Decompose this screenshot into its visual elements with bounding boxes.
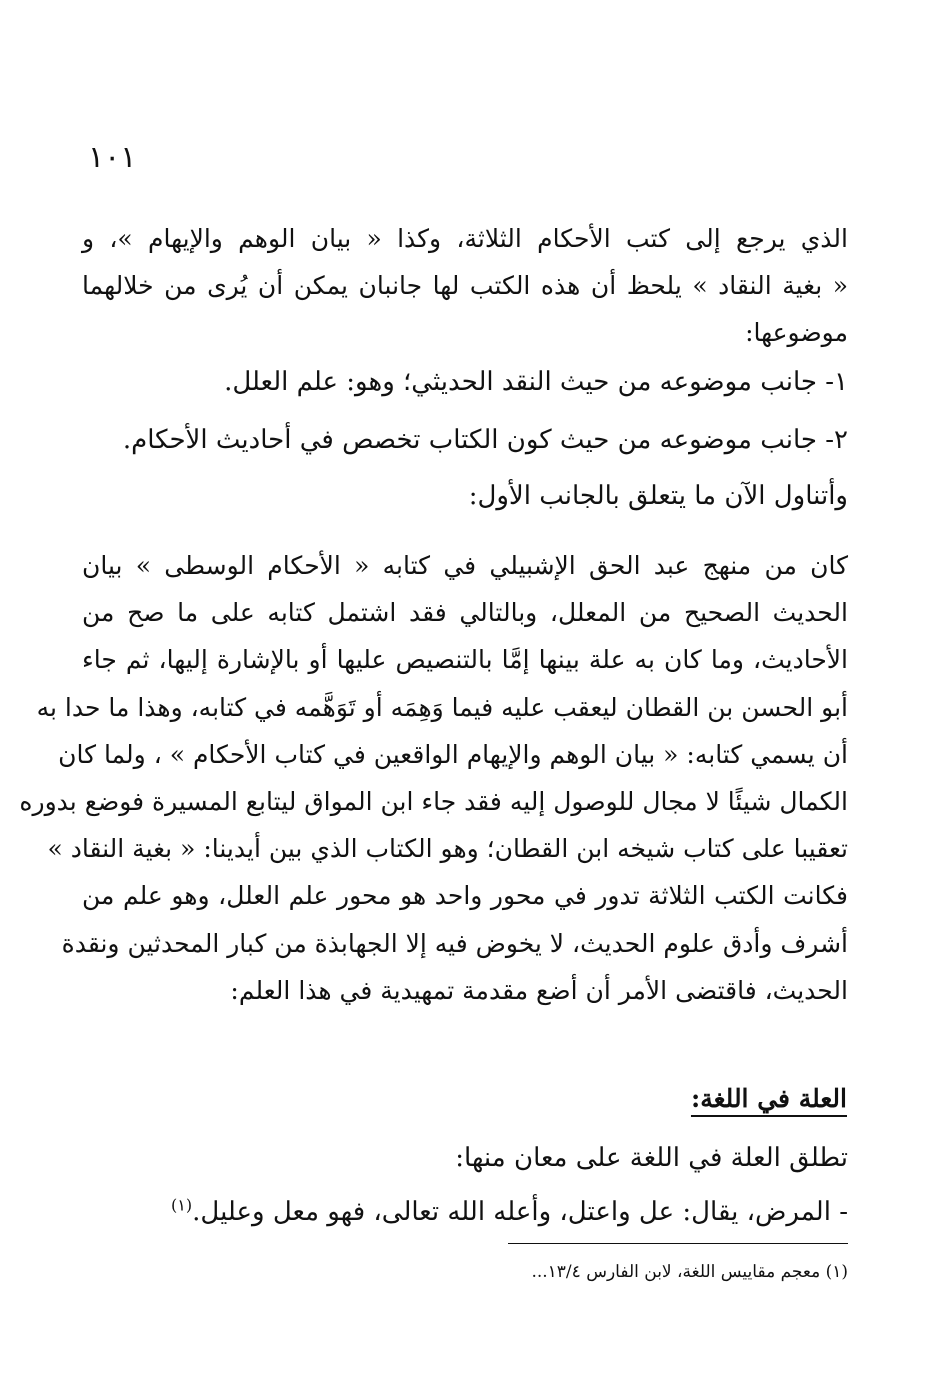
- text-line: الحديث، فاقتضى الأمر أن أضع مقدمة تمهيدية في هذا العلم:: [230, 975, 848, 1005]
- text-line: موضوعها:: [745, 318, 848, 347]
- definition-text: - المرض، يقال: عل واعتل، وأعله الله تعالى، فهو معل وعليل.: [192, 1197, 848, 1227]
- list-item-2: ٢- جانب موضوعه من حيث كون الكتاب تخصص في أحاديث الأحكام.: [122, 425, 848, 455]
- paragraph-intro: [82, 215, 848, 356]
- text-line: « بغية النقاد » يلحظ أن هذه الكتب لها جانبان يمكن أن يُرى من خلالهما: [82, 271, 848, 300]
- footnote-divider: [508, 1243, 848, 1244]
- text-line: أشرف وأدق علوم الحديث، لا يخوض فيه إلا الجهابذة من كبار المحدثين ونقدة: [61, 928, 848, 958]
- paragraph-main: [19, 542, 848, 1014]
- text-line: فكانت الكتب الثلاثة تدور في محور واحد هو محور علم العلل، وهو علم من: [82, 881, 848, 911]
- text-line: الكمال شيئًا لا مجال للوصول إليه فقد جاء ابن المواق ليتابع المسيرة فوضع بدوره: [19, 787, 848, 817]
- definition-intro: تطلق العلة في اللغة على معان منها:: [455, 1143, 848, 1173]
- text-line: كان من منهج عبد الحق الإشبيلي في كتابه « الأحكام الوسطى » بيان: [82, 551, 848, 580]
- page-number: ١٠١: [88, 140, 137, 175]
- definition-item: [82, 1190, 848, 1234]
- section-heading: العلة في اللغة:: [690, 1084, 847, 1113]
- text-line: أبو الحسن بن القطان ليعقب عليه فيما وَهِمَه أو تَوَهَّمه في كتابه، وهذا ما حدا به: [36, 692, 848, 722]
- text-line: تعقيبا على كتاب شيخه ابن القطان؛ وهو الكتاب الذي بين أيدينا: « بغية النقاد »: [47, 834, 848, 864]
- text-line: الحديث الصحيح من المعلل، وبالتالي فقد اشتمل كتابه على ما صح من: [82, 598, 848, 628]
- footnote-marker: (١): [171, 1195, 193, 1215]
- text-line: الأحاديث، وما كان به علة بينها إمَّا بالتنصيص عليها أو بالإشارة إليها، ثم جاء: [82, 645, 848, 675]
- footnote: (١) معجم مقاييس اللغة، لابن الفارس ١٣/٤...: [531, 1262, 848, 1282]
- text-line: الذي يرجع إلى كتب الأحكام الثلاثة، وكذا « بيان الوهم والإيهام »، و: [82, 224, 848, 253]
- list-item-1: ١- جانب موضوعه من حيث النقد الحديثي؛ وهو: علم العلل.: [224, 367, 848, 397]
- text-line: أن يسمي كتابه: « بيان الوهم والإيهام الواقعين في كتاب الأحكام » ، ولما كان: [58, 739, 848, 769]
- transition-sentence: وأتناول الآن ما يتعلق بالجانب الأول:: [468, 481, 848, 511]
